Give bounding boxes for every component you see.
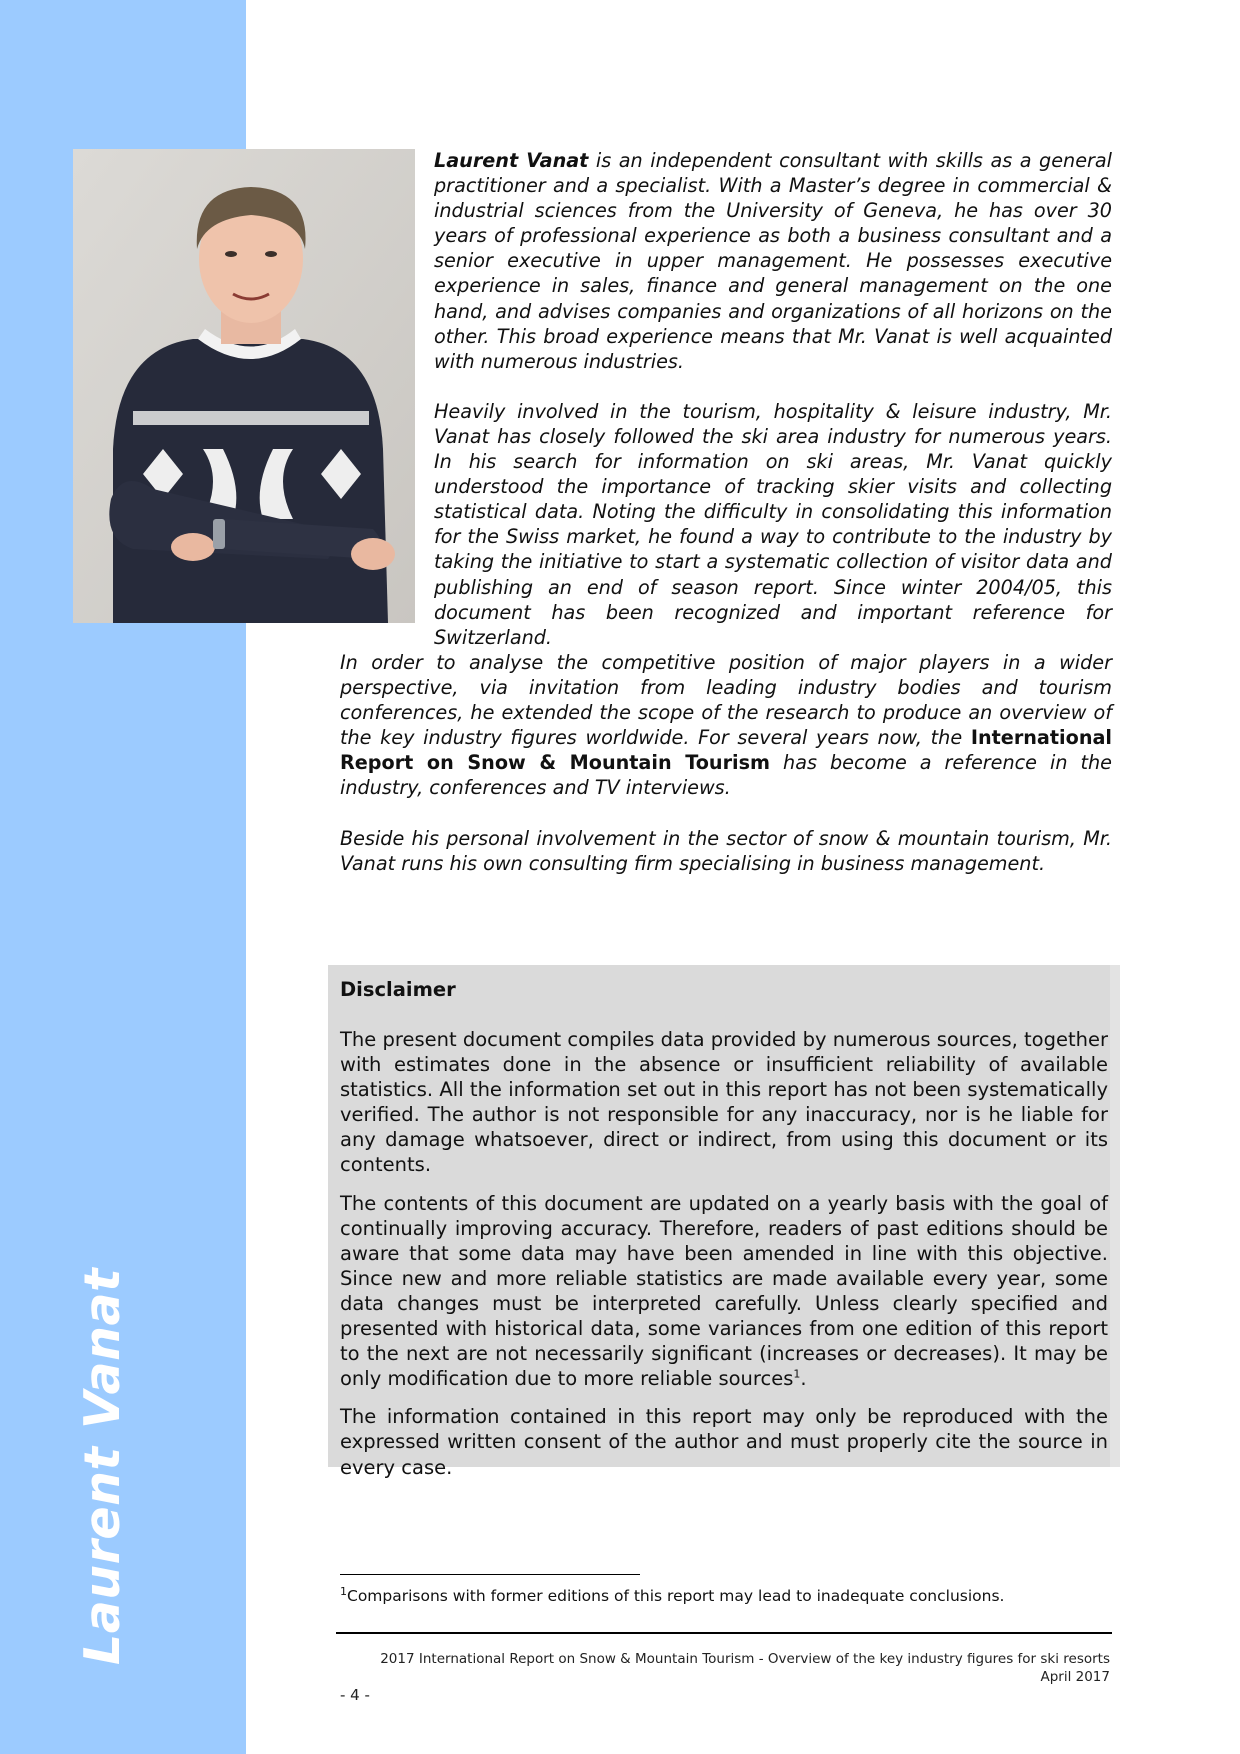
disclaimer-title: Disclaimer bbox=[340, 978, 456, 1001]
bio-paragraph-3-end: has become a reference in the industry, conferences and TV interviews. bbox=[340, 751, 1112, 800]
footnote bbox=[340, 1586, 1004, 1606]
footnote-text: Comparisons with former editions of this report may lead to inadequate conclusions. bbox=[347, 1587, 1005, 1605]
bio-paragraph-4: Beside his personal involvement in the sector of snow & mountain tourism, Mr. Vanat runs his own consulting firm specialising in business management. bbox=[340, 826, 1112, 875]
footnote-marker: 1 bbox=[340, 1584, 347, 1598]
footer-divider bbox=[336, 1632, 1112, 1634]
disclaimer-paragraph-2 bbox=[340, 1191, 1108, 1392]
bio-paragraph-3-start: In order to analyse the competitive position of major players in a wider perspective, via invitation from leading industry bodies and tourism conferences, he extended the scope of the research to produce an overview of the key industry figures worldwide. For several years now, the bbox=[340, 651, 1112, 750]
disclaimer-paragraph-2-text: The contents of this document are updated on a yearly basis with the goal of continually improving accuracy. Therefore, readers of past editions should be aware that some data may have been amended in line with this objective. Since new and more reliable statistics are made available every year, some data changes must be interpreted carefully. Unless clearly specified and presented with historical data, some variances from one edition of this report to the next are not necessarily significant (increases or decreases). It may be only modification due to more reliable sources bbox=[340, 1191, 1108, 1391]
footnote-divider bbox=[340, 1574, 640, 1575]
sidebar-title: Laurent Vanat bbox=[74, 1268, 131, 1665]
bio-top-text bbox=[434, 148, 1112, 675]
bio-bottom-text bbox=[340, 650, 1112, 901]
bio-paragraph-1-text: is an independent consultant with skills as a general practitioner and a specialist. With a Master’s degree in commercial & industrial sciences from the University of Geneva, he has over 30 years of professional experience as both a business consultant and a senior executive in upper management. He possesses executive experience in sales, finance and general management on the one hand, and advises companies and organizations of all horizons on the other. This broad experience means that Mr. Vanat is well acquainted with numerous industries. bbox=[434, 149, 1112, 373]
disclaimer-paragraph-1: The present document compiles data provided by numerous sources, together with estimates done in the absence or insufficient reliability of available statistics. All the information set out in this report has not been systematically verified. The author is not responsible for any inaccuracy, nor is he liable for any damage whatsoever, direct or indirect, from using this document or its contents. bbox=[340, 1028, 1108, 1177]
disclaimer-box bbox=[328, 965, 1120, 1479]
footer-report-title: 2017 International Report on Snow & Mountain Tourism - Overview of the key industry figures for ski resorts bbox=[380, 1651, 1110, 1667]
footnote-reference[interactable]: 1 bbox=[793, 1367, 801, 1381]
footer-date: April 2017 bbox=[1040, 1669, 1110, 1685]
bio-paragraph-3 bbox=[340, 650, 1112, 801]
disclaimer-edge bbox=[1110, 965, 1120, 1467]
bio-paragraph-1 bbox=[434, 148, 1112, 374]
disclaimer-paragraph-3: The information contained in this report may only be reproduced with the expressed written consent of the author and must properly cite the source in every case. bbox=[340, 1405, 1108, 1479]
disclaimer-paragraph-2-end: . bbox=[800, 1367, 807, 1391]
bio-paragraph-2: Heavily involved in the tourism, hospitality & leisure industry, Mr. Vanat has closely followed the ski area industry for numerous years. In his search for information on ski areas, Mr. Vanat quickly understood the importance of tracking skier visits and collecting statistical data. Noting the difficulty in consolidating this information for the Swiss market, he found a way to contribute to the industry by taking the initiative to start a systematic collection of visitor data and publishing an end of season report. Since winter 2004/05, this document has been recognized and important reference for Switzerland. bbox=[434, 399, 1112, 649]
author-photo bbox=[73, 149, 415, 623]
author-name: Laurent Vanat bbox=[434, 149, 589, 172]
footer-text bbox=[380, 1650, 1110, 1686]
report-title: International Report on Snow & Mountain Tourism bbox=[340, 726, 1112, 775]
page-number: - 4 - bbox=[340, 1686, 370, 1704]
